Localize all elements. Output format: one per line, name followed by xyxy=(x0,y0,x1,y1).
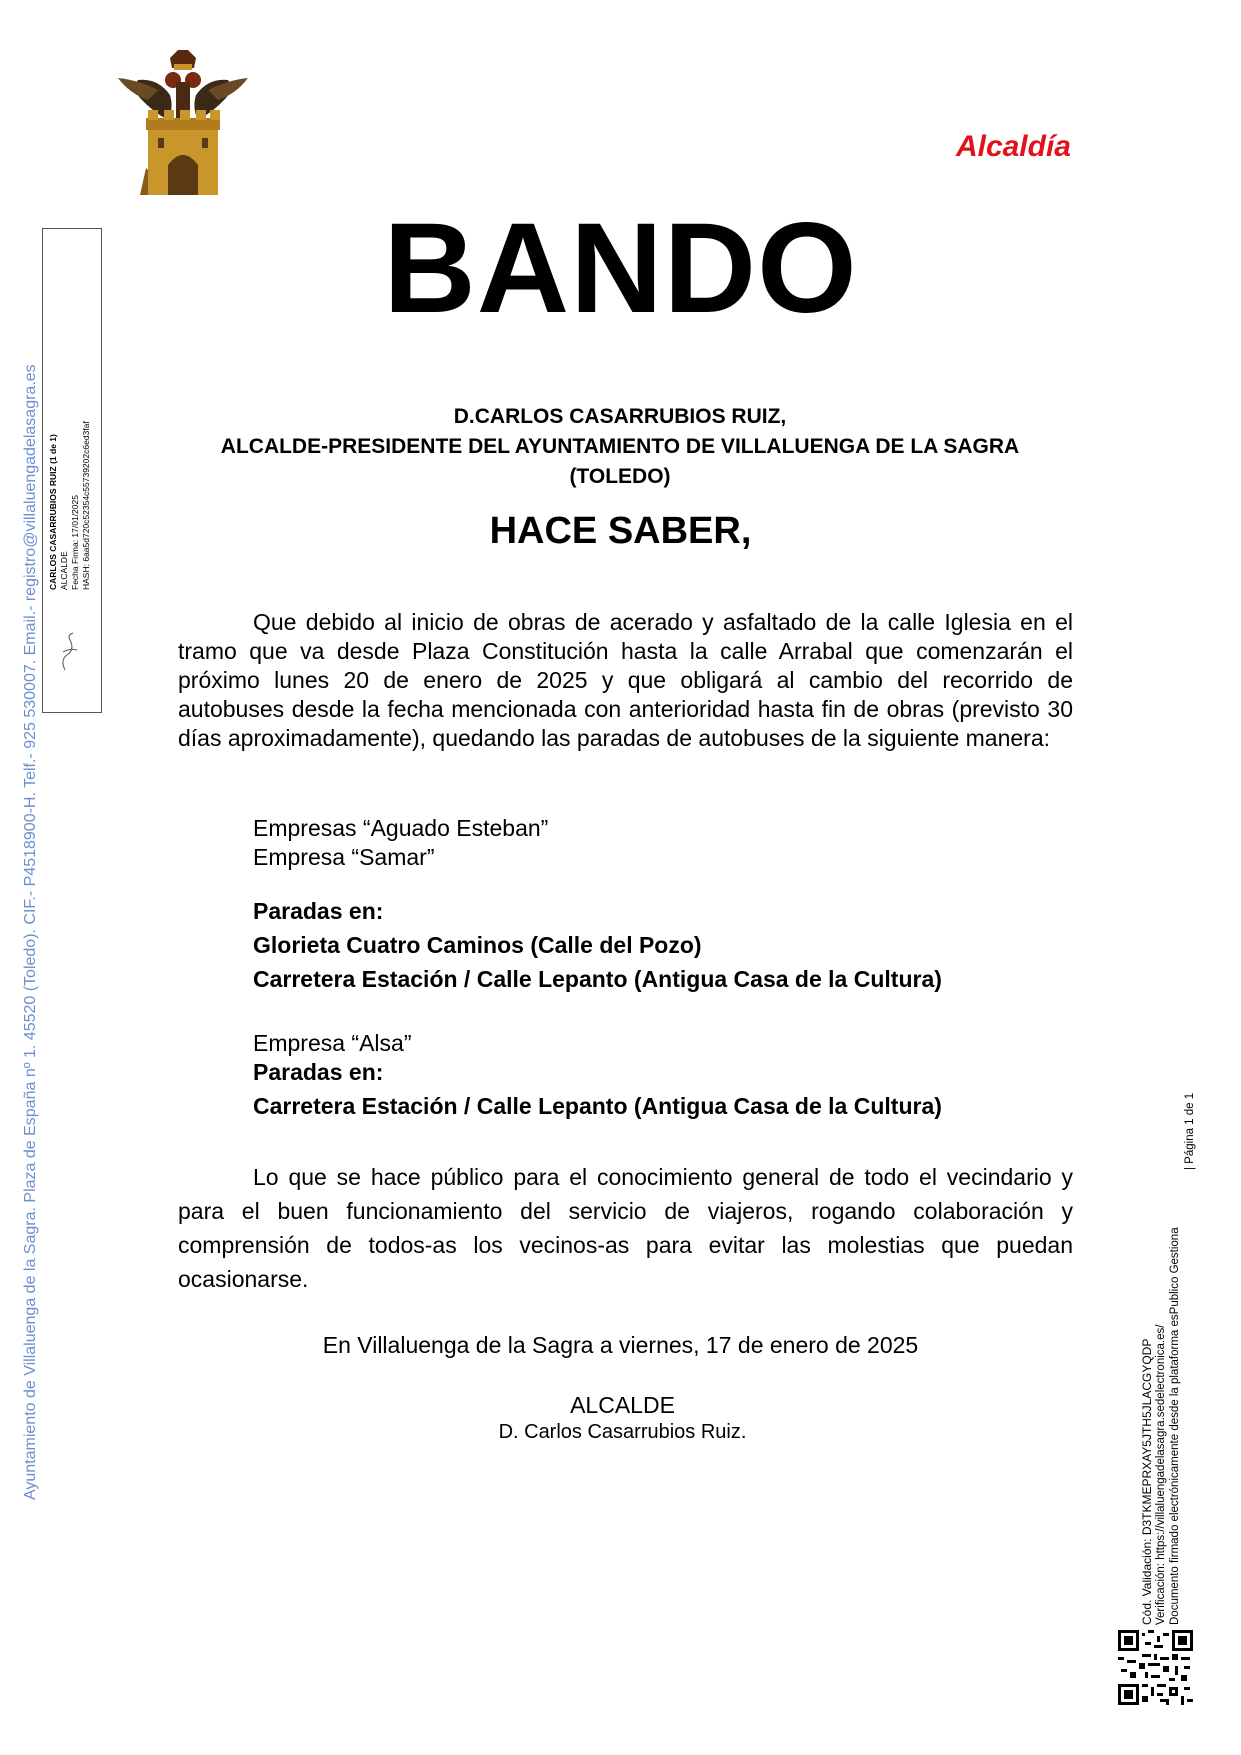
signatory-title: ALCALDE xyxy=(570,1392,675,1418)
stops-label: Paradas en: xyxy=(253,1059,384,1085)
signature-details xyxy=(48,421,92,590)
stop-item: Glorieta Cuatro Caminos (Calle del Pozo) xyxy=(253,932,702,958)
company-aguado: Empresas “Aguado Esteban” xyxy=(253,815,549,841)
signature-date: Fecha Firma: 17/01/2025 xyxy=(70,495,80,590)
stop-item: Carretera Estación / Calle Lepanto (Antigua Casa de la Cultura) xyxy=(253,966,942,992)
stop-item: Carretera Estación / Calle Lepanto (Antigua Casa de la Cultura) xyxy=(253,1093,942,1119)
signatory-name: D. Carlos Casarrubios Ruiz. xyxy=(498,1421,747,1443)
signature-hash: HASH: 6aa5d720c52354c55739202c6ed3faf xyxy=(81,421,91,590)
page-indicator: | Página 1 de 1 xyxy=(1184,1092,1196,1170)
announcement-heading: HACE SABER, xyxy=(489,510,752,552)
mayor-name: D.CARLOS CASARRUBIOS RUIZ, xyxy=(453,405,787,428)
sidebar-address: Ayuntamiento de Villaluenga de la Sagra. Plaza de España nº 1. 45520 (Toledo). CIF.- P4518900-H. Telf.- 925 530007. Email.- registro@villaluengadelasagra.es xyxy=(22,364,39,1500)
stops-label: Paradas en: xyxy=(253,898,384,924)
signer-name: CARLOS CASARRUBIOS RUIZ (1 de 1) xyxy=(48,434,58,590)
department-label: Alcaldía xyxy=(955,130,1071,163)
place-date: En Villaluenga de la Sagra a viernes, 17 de enero de 2025 xyxy=(322,1332,919,1358)
validation-code: Cód. Validación: D3TKMEPRXAY5JTH5JLACGYQDP xyxy=(1140,1338,1154,1625)
coat-of-arms-icon xyxy=(118,50,248,200)
body-paragraph: Que debido al inicio de obras de acerado y asfaltado de la calle Iglesia en el tramo que va desde Plaza Constitución hasta la calle Arrabal que comenzarán el próximo lunes 20 de enero de 2025 y que obligará al cambio del recorrido de autobuses desde la fecha mencionada con anterioridad hasta fin de obras (previsto 30 días aproximadamente), quedando las paradas de autobuses de la siguiente manera: xyxy=(178,609,1073,751)
closing-paragraph: Lo que se hace público para el conocimiento general de todo el vecindario y para el buen funcionamiento del servicio de viajeros, rogando colaboración y comprensión de todos-as los vecinos-as para evitar las molestias que puedan ocasionarse. xyxy=(178,1164,1073,1292)
validation-block xyxy=(1140,1227,1182,1625)
mayor-province: (TOLEDO) xyxy=(569,465,671,488)
company-alsa: Empresa “Alsa” xyxy=(253,1030,412,1056)
signer-role: ALCALDE xyxy=(59,551,69,590)
mayor-heading xyxy=(170,402,1070,492)
document-title: BANDO xyxy=(383,197,858,340)
document-signed-note: Documento firmado electrónicamente desde la plataforma esPublico Gestiona xyxy=(1169,1227,1181,1625)
mayor-position: ALCALDE-PRESIDENTE DEL AYUNTAMIENTO DE VILLALUENGA DE LA SAGRA xyxy=(220,435,1020,458)
handwritten-signature-icon xyxy=(55,630,85,675)
verification-url: Verificación: https://villaluengadelasagra.sedelectronica.es/ xyxy=(1155,1324,1167,1625)
company-samar: Empresa “Samar” xyxy=(253,844,435,870)
qr-code-icon xyxy=(1118,1630,1193,1705)
